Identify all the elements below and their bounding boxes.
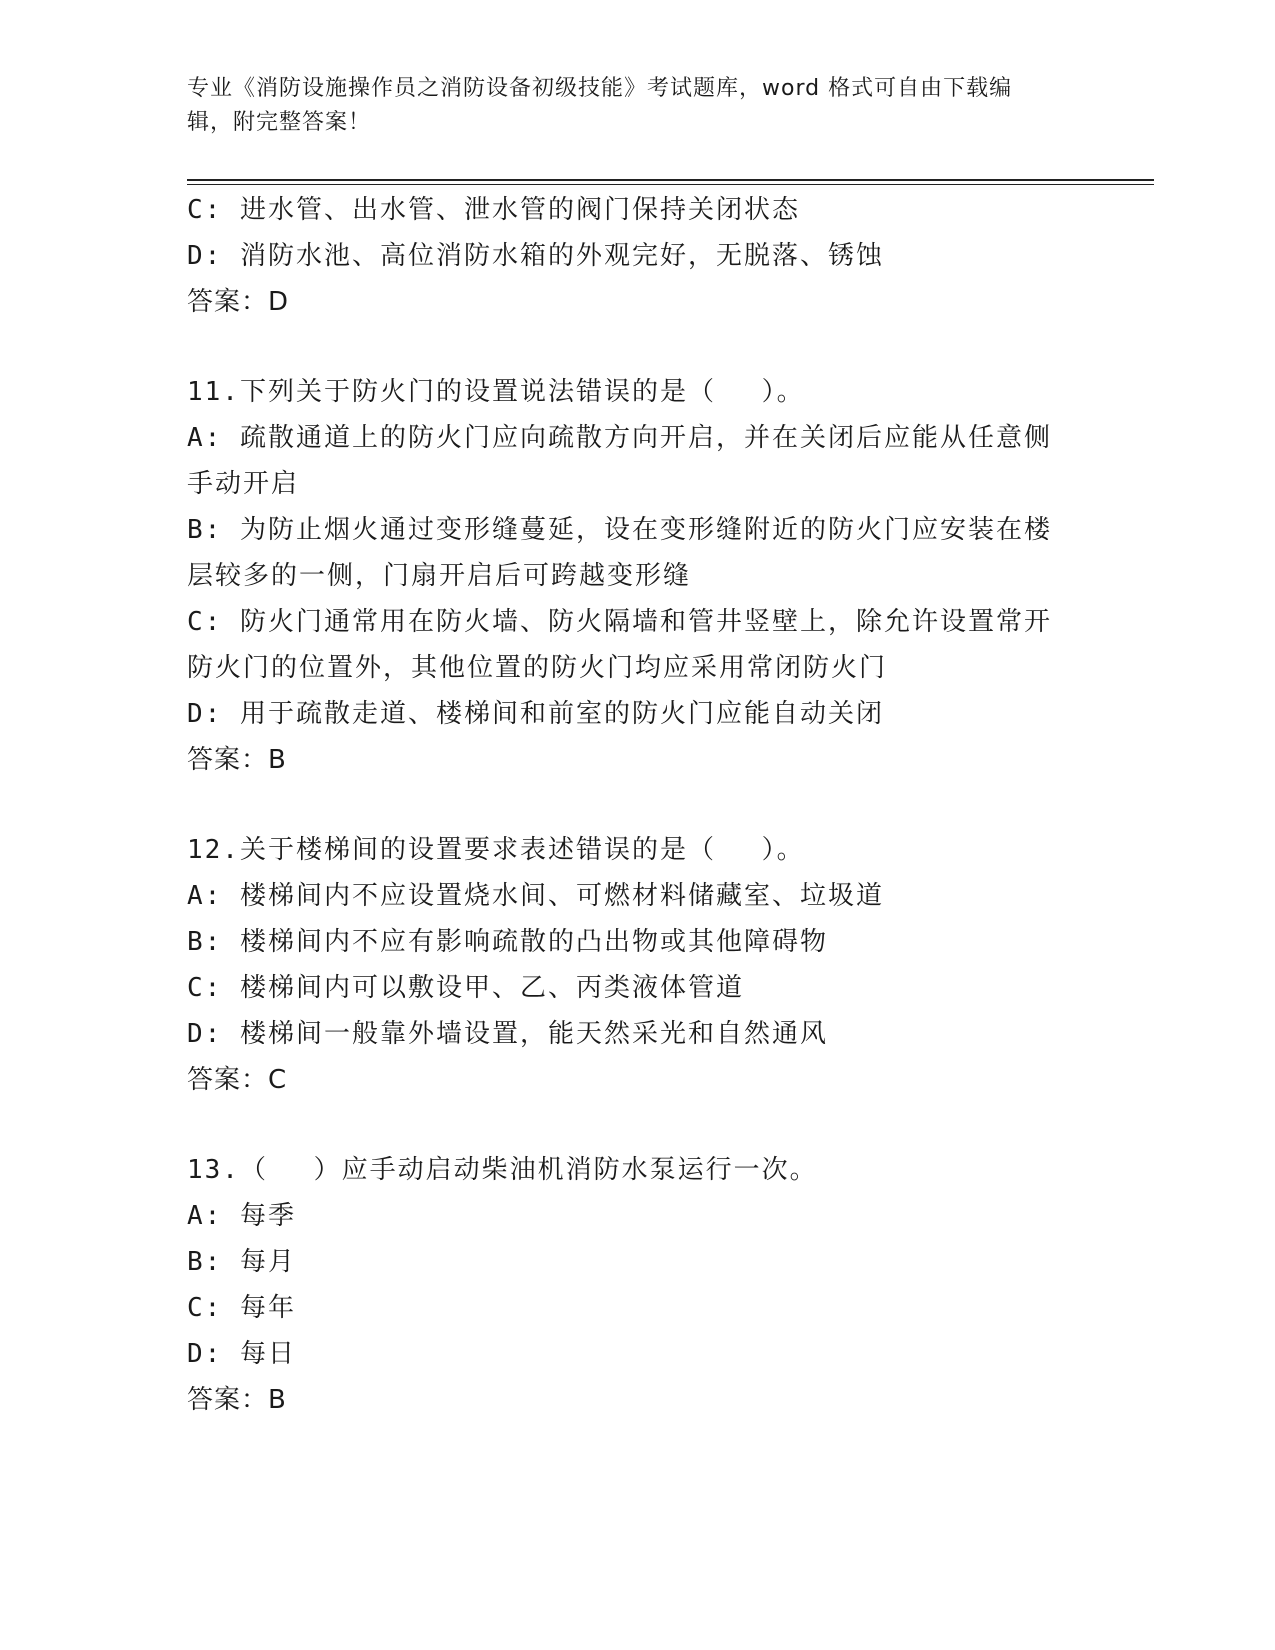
option-d: D: 用于疏散走道、楼梯间和前室的防火门应能自动关闭 [187,699,884,729]
option-d: D: 每日 [187,1339,296,1369]
option-c: C: 楼梯间内可以敷设甲、乙、丙类液体管道 [187,973,744,1003]
option-c: C: 每年 [187,1293,296,1323]
question-stem: 13.（ ）应手动启动柴油机消防水泵运行一次。 [187,1155,818,1185]
spacer [187,783,1087,827]
document-header [187,72,1067,140]
header-line-2: 辑，附完整答案！ [187,110,372,135]
header-line-1: 专业《消防设施操作员之消防设备初级技能》考试题库，word 格式可自由下载编 [187,76,1013,101]
option-b: B: 每月 [187,1247,296,1277]
option-a: A: 楼梯间内不应设置烧水间、可燃材料储藏室、垃圾道 [187,881,884,911]
option-c: C: 进水管、出水管、泄水管的阀门保持关闭状态 [187,195,800,225]
option-b-continued: 层较多的一侧，门扇开启后可跨越变形缝 [187,561,692,591]
option-d: D: 消防水池、高位消防水箱的外观完好，无脱落、锈蚀 [187,241,884,271]
answer-line: 答案：B [187,745,287,775]
header-divider-thick [187,179,1154,181]
option-b: B: 楼梯间内不应有影响疏散的凸出物或其他障碍物 [187,927,828,957]
question-stem: 11.下列关于防火门的设置说法错误的是（ ）。 [187,377,805,407]
question-10-continued [187,187,1087,325]
question-stem: 12.关于楼梯间的设置要求表述错误的是（ ）。 [187,835,805,865]
option-a-continued: 手动开启 [187,469,300,499]
option-d: D: 楼梯间一般靠外墙设置，能天然采光和自然通风 [187,1019,828,1049]
option-c-continued: 防火门的位置外，其他位置的防火门均应采用常闭防火门 [187,653,888,683]
spacer [187,1103,1087,1147]
option-a: A: 每季 [187,1201,296,1231]
question-12 [187,827,1087,1103]
answer-line: 答案：B [187,1385,287,1415]
answer-line: 答案：D [187,287,290,317]
header-divider-thin [187,184,1154,185]
option-b: B: 为防止烟火通过变形缝蔓延，设在变形缝附近的防火门应安装在楼 [187,515,1052,545]
question-list [187,187,1087,1423]
option-a: A: 疏散通道上的防火门应向疏散方向开启，并在关闭后应能从任意侧 [187,423,1052,453]
answer-line: 答案：C [187,1065,288,1095]
spacer [187,325,1087,369]
option-c: C: 防火门通常用在防火墙、防火隔墙和管井竖壁上，除允许设置常开 [187,607,1052,637]
question-13 [187,1147,1087,1423]
question-11 [187,369,1087,783]
